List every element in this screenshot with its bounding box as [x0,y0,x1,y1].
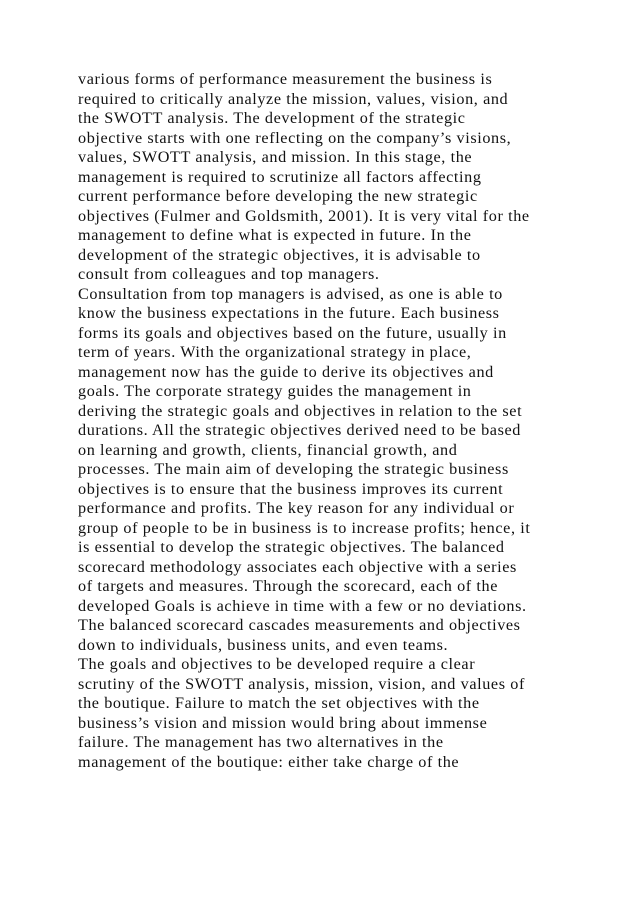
text-line: objectives is to ensure that the business improves its current [78,479,504,498]
text-line: down to individuals, business units, and even teams. [78,635,449,654]
text-line: know the business expectations in the future. Each business [78,304,500,322]
text-line: deriving the strategic goals and objectives in relation to the set [78,401,523,420]
text-line: development of the strategic objectives, it is advisable to [78,245,481,264]
text-line: required to critically analyze the mission, values, vision, and [78,89,509,108]
text-line: durations. All the strategic objectives derived need to be based [78,421,521,439]
body-text [78,70,598,772]
text-line: of targets and measures. Through the scorecard, each of the [78,577,499,595]
text-line: goals. The corporate strategy guides the management in [78,382,472,400]
text-line: on learning and growth, clients, financial growth, and [78,440,458,459]
text-line: is essential to develop the strategic objectives. The balanced [78,538,505,556]
text-line: scorecard methodology associates each objective with a series [78,557,517,576]
text-line: term of years. With the organizational strategy in place, [78,343,472,361]
text-line: management of the boutique: either take charge of the [78,752,460,771]
text-line: Consultation from top managers is advised, as one is able to [78,284,503,303]
text-line: the SWOTT analysis. The development of the strategic [78,109,466,127]
text-line: scrutiny of the SWOTT analysis, mission, vision, and values of [78,674,525,693]
text-line: management is required to scrutinize all factors affecting [78,167,482,186]
text-line: business’s vision and mission would bring about immense [78,713,488,732]
text-line: the boutique. Failure to match the set objectives with the [78,694,480,712]
text-line: management now has the guide to derive its objectives and [78,362,494,381]
text-line: performance and profits. The key reason for any individual or [78,499,515,517]
text-line: objective starts with one reflecting on the company’s visions, [78,128,512,147]
text-line: group of people to be in business is to increase profits; hence, it [78,518,531,537]
text-line: developed Goals is achieve in time with a few or no deviations. [78,596,527,615]
text-line: The goals and objectives to be developed require a clear [78,655,476,673]
text-line: objectives (Fulmer and Goldsmith, 2001). It is very vital for the [78,206,530,225]
text-line: current performance before developing the new strategic [78,187,478,205]
text-line: processes. The main aim of developing the strategic business [78,460,509,478]
text-line: values, SWOTT analysis, and mission. In this stage, the [78,148,473,166]
text-line: forms its goals and objectives based on the future, usually in [78,323,507,342]
text-line: various forms of performance measurement the business is [78,70,493,88]
text-line: The balanced scorecard cascades measurements and objectives [78,616,521,634]
text-line: consult from colleagues and top managers. [78,265,380,283]
text-line: failure. The management has two alternatives in the [78,733,444,751]
text-line: management to define what is expected in future. In the [78,226,472,244]
